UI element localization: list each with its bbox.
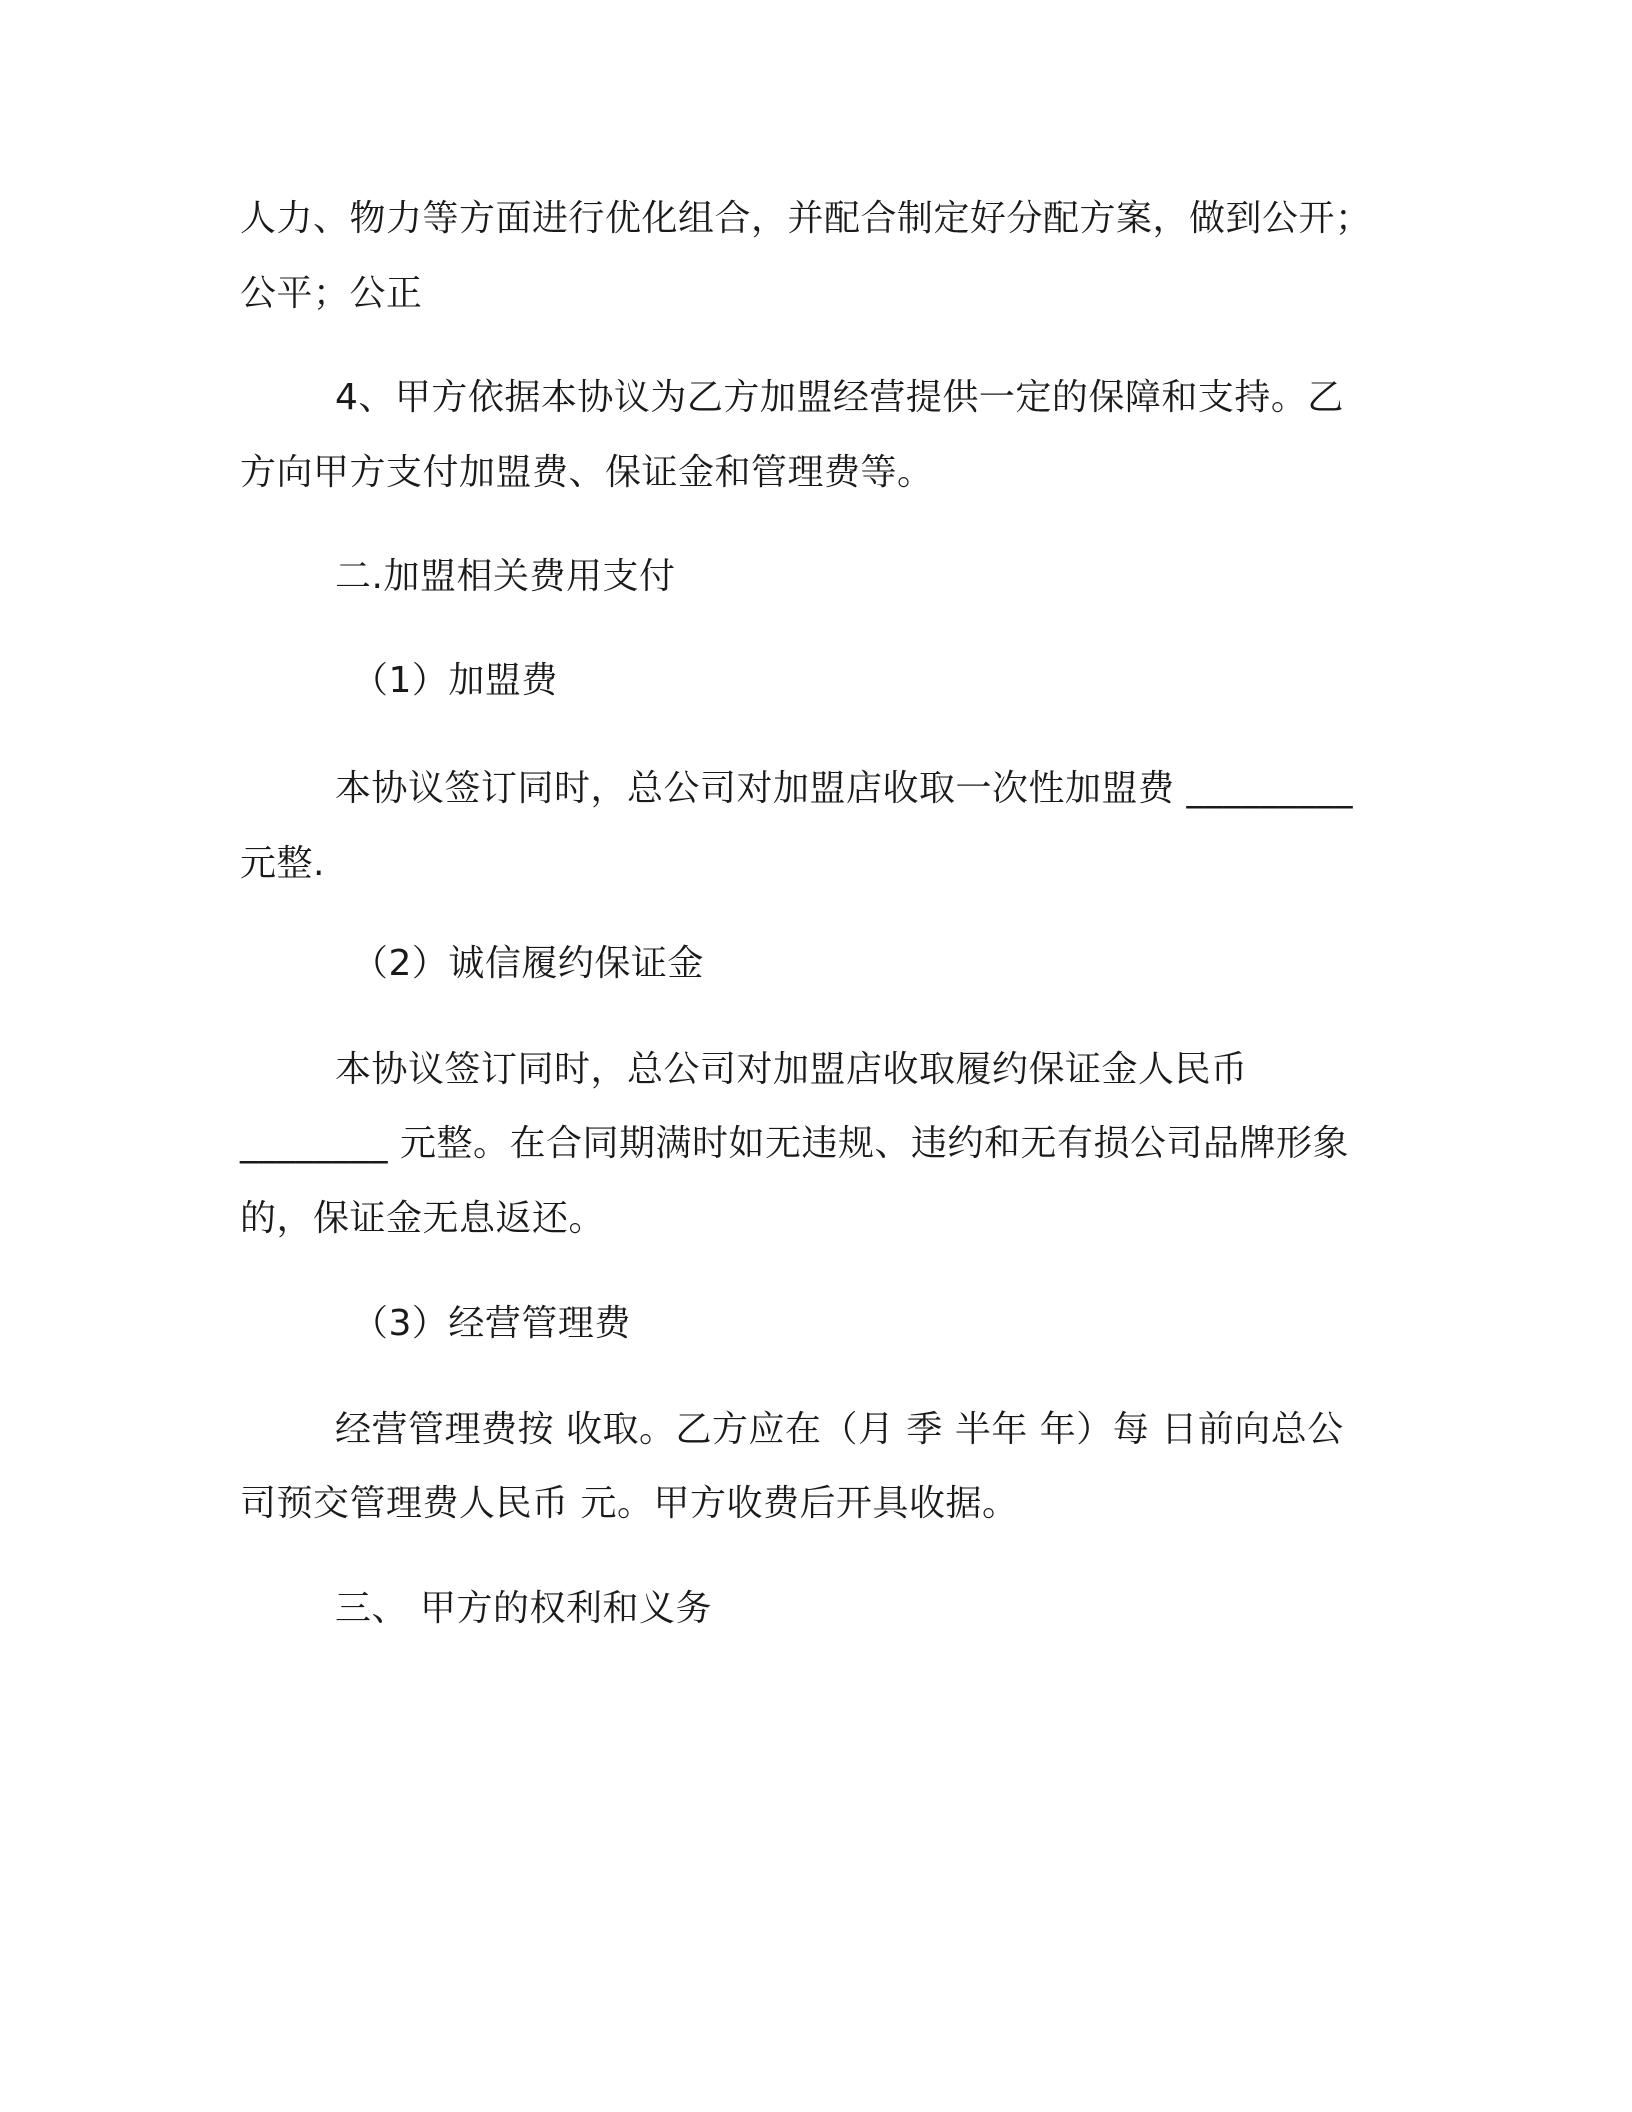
item-1-body-line-2: 元整. (240, 843, 325, 884)
item-2-body-line-1: 本协议签订同时，总公司对加盟店收取履约保证金人民币 (335, 1049, 1248, 1090)
item-3-body-line-2: 司预交管理费人民币 元。甲方收费后开具收据。 (240, 1483, 1019, 1524)
item-1-heading: （1）加盟费 (352, 660, 558, 701)
paragraph-2-line-2: 方向甲方支付加盟费、保证金和管理费等。 (240, 452, 934, 493)
item-2-body-line-3: 的，保证金无息返还。 (240, 1198, 606, 1239)
paragraph-2-line-1: 4、甲方依据本协议为乙方加盟经营提供一定的保障和支持。乙 (335, 377, 1344, 418)
paragraph-1-line-2: 公平；公正 (240, 273, 423, 314)
item-1-body-line-1: 本协议签订同时，总公司对加盟店收取一次性加盟费 _________ (335, 768, 1353, 809)
item-3-body-line-1: 经营管理费按 收取。乙方应在（月 季 半年 年）每 日前向总公 (335, 1409, 1344, 1450)
item-3-heading: （3）经营管理费 (352, 1303, 631, 1344)
item-2-heading: （2）诚信履约保证金 (352, 943, 704, 984)
section-2-heading: 二.加盟相关费用支付 (335, 556, 676, 597)
item-2-body-line-2: ________ 元整。在合同期满时如无违规、违约和无有损公司品牌形象 (240, 1123, 1349, 1164)
section-3-heading: 三、 甲方的权利和义务 (335, 1588, 712, 1629)
paragraph-1-line-1: 人力、物力等方面进行优化组合，并配合制定好分配方案，做到公开； (240, 198, 1372, 239)
